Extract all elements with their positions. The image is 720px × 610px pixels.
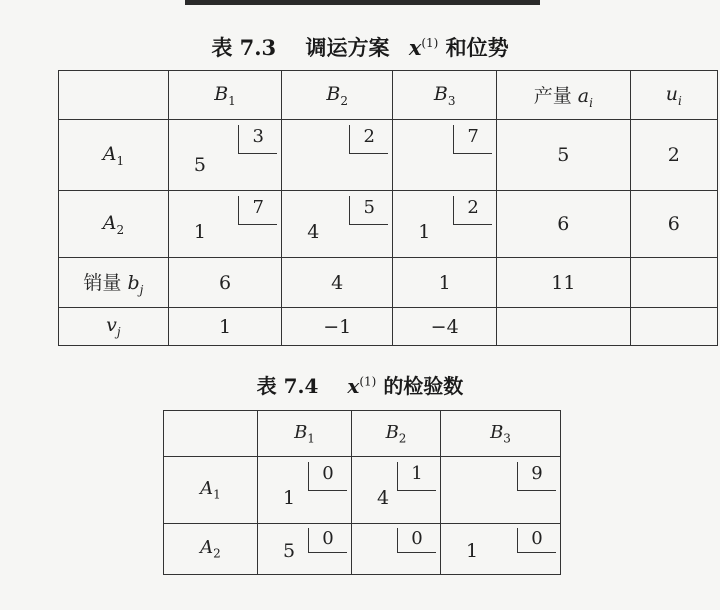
potential-v1: 1 <box>168 308 281 346</box>
unit-cost-box: 2 <box>453 196 492 225</box>
table-row <box>59 120 718 191</box>
header-b3: $B_3$ <box>393 71 497 120</box>
check-box: 0 <box>308 462 347 491</box>
header-b3: $B_3$ <box>441 411 561 457</box>
table-row <box>164 524 561 575</box>
row-label-a2: $A_2$ <box>164 524 258 575</box>
table-7-3-caption <box>0 32 720 62</box>
check-value: 1 <box>466 540 479 562</box>
caption-variable: x <box>347 374 360 398</box>
check-a1-b1 <box>258 457 352 524</box>
table-row <box>59 191 718 258</box>
header-b1: $B_1$ <box>168 71 281 120</box>
check-box: 0 <box>397 528 436 553</box>
caption-superscript: (1) <box>421 36 439 50</box>
unit-cost-box: 7 <box>238 196 277 225</box>
unit-cost-box: 7 <box>453 125 492 154</box>
check-box: 0 <box>517 528 556 553</box>
potential-v3: −4 <box>393 308 497 346</box>
row-label-a1: $A_1$ <box>59 120 169 191</box>
header-supply: 产量 $a_i$ <box>497 71 630 120</box>
potential-v2: −1 <box>282 308 393 346</box>
cell-a1-b2 <box>282 120 393 191</box>
supply-a1: 5 <box>497 120 630 191</box>
row-label-a2: $A_2$ <box>59 191 169 258</box>
cell-a2-b1 <box>168 191 281 258</box>
check-value: 1 <box>283 487 296 509</box>
check-box: 0 <box>308 528 347 553</box>
cell-a1-b3 <box>393 120 497 191</box>
demand-b1: 6 <box>168 258 281 308</box>
caption-variable: x <box>408 35 422 60</box>
check-value: 5 <box>283 540 296 562</box>
demand-row <box>59 258 718 308</box>
table-row <box>164 457 561 524</box>
check-number-table <box>163 410 561 575</box>
check-a1-b3 <box>441 457 561 524</box>
caption-suffix: 和位势 <box>445 35 509 60</box>
check-a1-b2 <box>352 457 441 524</box>
demand-b3: 1 <box>393 258 497 308</box>
corner-cell <box>59 71 169 120</box>
total-quantity: 11 <box>497 258 630 308</box>
potential-u1: 2 <box>630 120 717 191</box>
supply-a2: 6 <box>497 191 630 258</box>
check-box: 9 <box>517 462 556 491</box>
header-b1: $B_1$ <box>258 411 352 457</box>
unit-cost-box: 5 <box>349 196 388 225</box>
potential-u2: 6 <box>630 191 717 258</box>
caption-number: 表 7.3 <box>211 35 277 60</box>
check-a2-b1 <box>258 524 352 575</box>
transport-plan-table <box>58 70 718 346</box>
header-b2: $B_2$ <box>352 411 441 457</box>
header-u: $u_i$ <box>630 71 717 120</box>
header-row <box>164 411 561 457</box>
header-row <box>59 71 718 120</box>
allocation: 1 <box>418 221 431 243</box>
demand-label: 销量 $b_j$ <box>59 258 169 308</box>
top-border-band <box>185 0 540 5</box>
check-box: 1 <box>397 462 436 491</box>
potential-v-row <box>59 308 718 346</box>
cell-a2-b3 <box>393 191 497 258</box>
allocation: 5 <box>193 154 206 176</box>
caption-title: 的检验数 <box>383 374 464 398</box>
v-label: $v_j$ <box>59 308 169 346</box>
unit-cost-box: 3 <box>238 125 277 154</box>
caption-number: 表 7.4 <box>256 374 319 398</box>
empty-cell <box>497 308 630 346</box>
empty-cell <box>630 308 717 346</box>
empty-cell <box>630 258 717 308</box>
check-value: 4 <box>377 487 390 509</box>
check-a2-b3 <box>441 524 561 575</box>
cell-a1-b1 <box>168 120 281 191</box>
header-b2: $B_2$ <box>282 71 393 120</box>
caption-title: 调运方案 <box>305 35 390 60</box>
row-label-a1: $A_1$ <box>164 457 258 524</box>
allocation: 4 <box>307 221 320 243</box>
table-7-4-caption <box>0 370 720 399</box>
cell-a2-b2 <box>282 191 393 258</box>
corner-cell <box>164 411 258 457</box>
unit-cost-box: 2 <box>349 125 388 154</box>
caption-superscript: (1) <box>359 374 377 389</box>
demand-b2: 4 <box>282 258 393 308</box>
check-a2-b2 <box>352 524 441 575</box>
allocation: 1 <box>193 221 206 243</box>
